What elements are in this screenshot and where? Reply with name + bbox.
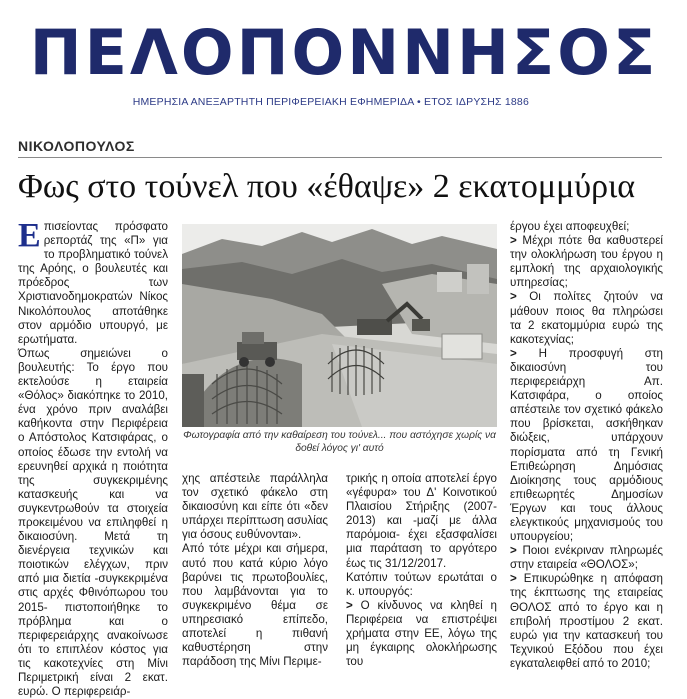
paragraph-intro [18,217,168,347]
question-item: > Ο κίνδυνος να κληθεί η Περιφέρεια να επιστρέψει χρήματα στην ΕΕ, λόγω της μη έγκαιρης ολοκλήρωσης του [346,599,497,669]
drop-cap: Ε [18,217,41,254]
newspaper-title: ΠΕΛΟΠΟΝΝΗΣΟΣ [29,16,659,89]
question-item: > Οι πολίτες ζητούν να μάθουν ποιος θα πληρώσει τα 2 εκατομμύρια ευρώ της κακοτεχνίας; [510,290,663,346]
article-headline: Φως στο τούνελ που «έθαψε» 2 εκατομμύρια [18,168,636,205]
paragraph: Κατόπιν τούτων ερωτάται ο κ. υπουργός: [346,570,497,598]
article-column-1 [18,217,168,699]
article-column-2 [182,472,328,669]
question-item: > Επικυρώθηκε η απόφαση της έκπτωσης της εταιρείας ΘΟΛΟΣ από το έργο και η επιβολή προστίμου 2 εκατ. ευρώ για την κατασκευή του Τεχνικού Εξόδου που έχει εγκαταλειφθεί από το 2010; [510,572,663,671]
newspaper-subtitle: ΗΜΕΡΗΣΙΑ ΑΝΕΞΑΡΤΗΤΗ ΠΕΡΙΦΕΡΕΙΑΚΗ ΕΦΗΜΕΡΙΔΑ • ΕΤΟΣ ΙΔΡΥΣΗΣ 1886 [132,96,529,108]
article-column-3 [346,472,497,669]
paragraph: χης απέστειλε παράλληλα τον σχετικό φάκελο στη δικαιοσύνη και είπε ότι «δεν υπάρχει περίπτωση ασυλίας για όσους ευθύνονται». [182,472,329,542]
question-item: > Μέχρι πότε θα καθυστερεί την ολοκλήρωση του έργου η εμπλοκή της αρχαιολογικής υπηρεσίας; [510,234,663,290]
paragraph: τρικής η οποία αποτελεί έργο «γέφυρα» του Δ' Κοινοτικού Πλαισίου Στήριξης (2007-2013) και -μαζί με άλλα παρόμοια- έχει εξασφαλίσει μια παράταση το αργότερο έως τις 31/12/2017. [346,472,497,570]
kicker-divider [18,157,662,158]
question-item: > Η προσφυγή στη δικαιοσύνη του περιφερειάρχη Απ. Κατσιφάρα, ο οποίος απέστειλε τον σχετικό φάκελο που βρίσκεται, ασκήθηκαν διώξεις, υπάρχουν πορίσματα από τη Γενική Επιθεώρηση Δημόσιας Διοίκησης τους αρμόδιους επιθεωρητές Δημοσίων Έργων και τους άλλους ελεγκτικούς μηχανισμούς του υπουργείου; [510,347,663,544]
masthead [0,0,687,120]
paragraph-body: Όπως σημειώνει ο βουλευτής: Το έργο που εκτελούσε η εταιρεία «Θόλος» διακόπηκε το 2010, ένα χρόνο πριν αναλάβει καθήκοντα στην Περιφέρεια ο Απόστολος Κατσιφάρας, ο οποίος έδωσε την εντολή να ερευνηθεί αρχικά η ποιότητα της συγκεκριμένης κατασκευής και να συγκεντρωθούν τα στοιχεία προκειμένου να επιληφθεί η δικαιοσύνη. Μετά τη διενέργεια τεχνικών και ποιοτικών ελέγχων, πριν από μια διετία -συγκεκριμένα στις αρχές Φθινόπωρου του 2015- πιστοποιήθηκε το πρόβλημα και ο περιφερειάρχης ανακοίνωσε ότι το επιπλέον κόστος για τις κακοτεχνίες στη Μίνι Περιμετρική είναι 2 εκατ. ευρώ. Ο περιφερειάρ- [18,346,168,699]
paragraph: έργου έχει αποφευχθεί; [510,220,630,233]
construction-site-image [182,224,497,427]
question-item: > Ποιοι ενέκριναν πληρωμές στην εταιρεία «ΘΟΛΟΣ»; [510,544,663,572]
intro-text: πισείοντας πρόσφατο ρεπορτάζ της «Π» για το προβληματικό τούνελ της Αρόης, ο βουλευτές και πρόεδρος των Χριστιανοδημοκρατών Νίκος Νικολόπουλος αποτάθηκε στον αρμόδιο υπουργό, με ερωτήματα. [18,220,168,346]
article-photo [182,224,497,427]
article-kicker: ΝΙΚΟΛΟΠΟΥΛΟΣ [18,138,135,154]
article-column-4 [510,220,663,671]
photo-caption: Φωτογραφία από την καθαίρεση του τούνελ... που αστόχησε χωρίς να δοθεί λόγος γι' αυτό [183,430,496,454]
paragraph: Από τότε μέχρι και σήμερα, αυτό που κατά κύριο λόγο βαρύνει τις πρωτοβουλίες, που λαμβάνονται για το συγκεκριμένο θέμα σε υπηρεσιακό επίπεδο, αποτελεί η πιθανή καθυστέρηση στην παράδοση της Μίνι Περιμε- [182,542,328,669]
